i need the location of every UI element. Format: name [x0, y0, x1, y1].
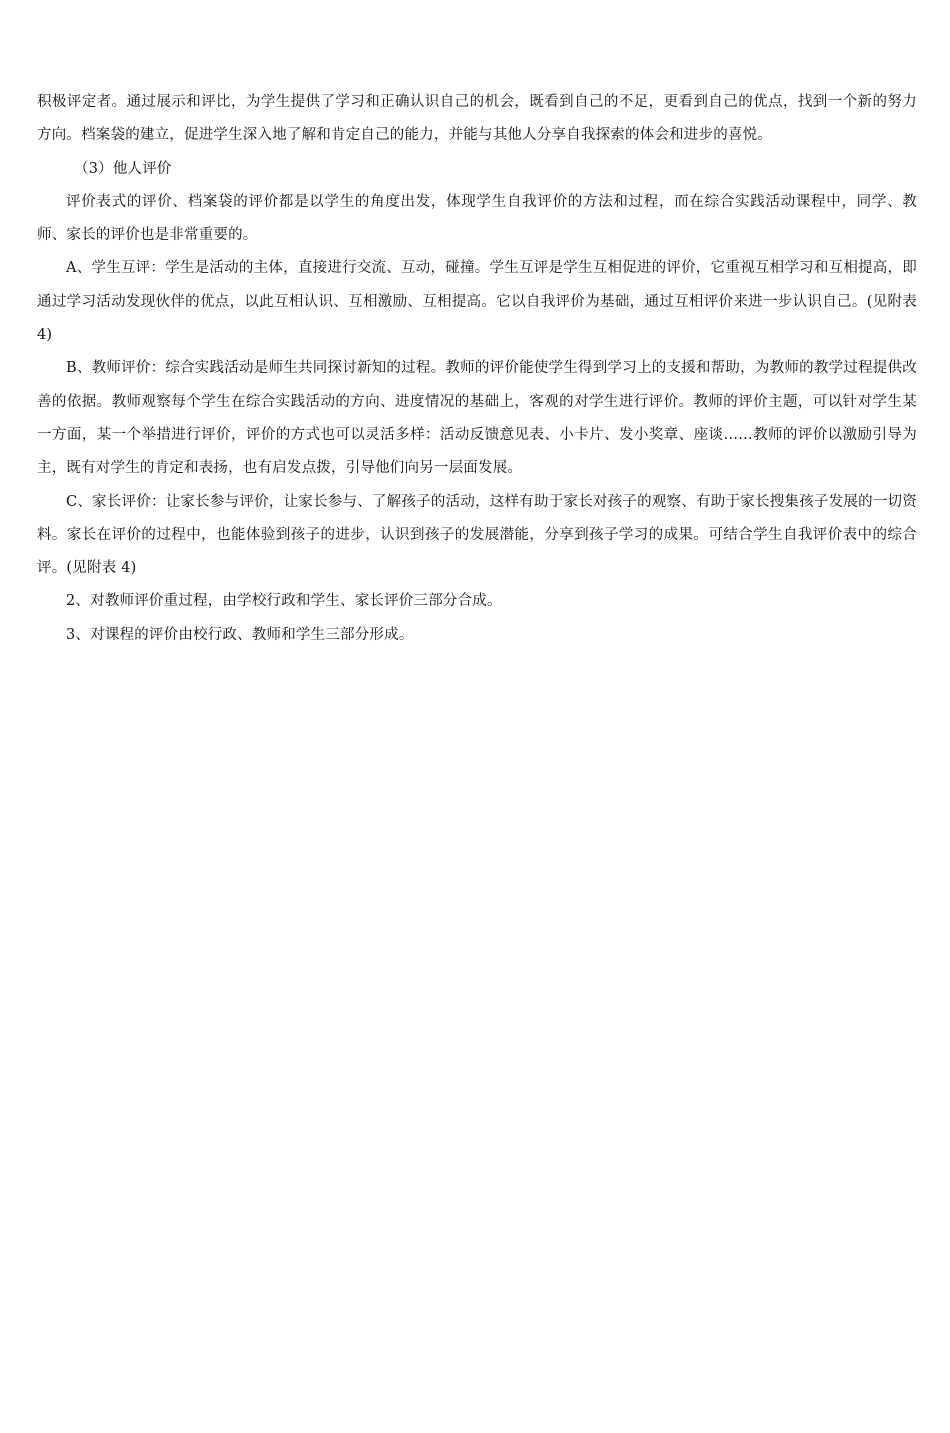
paragraph-teacher-evaluation: B、教师评价：综合实践活动是师生共同探讨新知的过程。教师的评价能使学生得到学习上的支援和帮助，为教师的教学过程提供改善的依据。教师观察每个学生在综合实践活动的方向、进度情况的基础上，客观的对学生进行评价。教师的评价主题，可以针对学生某一方面，某一个举措进行评价，评价的方式也可以灵活多样：活动反馈意见表、小卡片、发小奖章、座谈……教师的评价以激励引导为主，既有对学生的肯定和表扬，也有启发点拨，引导他们向另一层面发展。 — [37, 360, 917, 477]
paragraph-peer-evaluation: A、学生互评：学生是活动的主体，直接进行交流、互动，碰撞。学生互评是学生互相促进的评价，它重视互相学习和互相提高，即通过学习活动发现伙伴的优点，以此互相认识、互相激励、互相提高。它以自我评价为基础，通过互相评价来进一步认识自己。(见附表 4) — [37, 260, 917, 344]
section-heading-others-evaluation: （3）他人评价 — [74, 160, 172, 177]
document-body — [37, 86, 917, 652]
paragraph-parent-evaluation: C、家长评价：让家长参与评价，让家长参与、了解孩子的活动，这样有助于家长对孩子的观察、有助于家长搜集孩子发展的一切资料。家长在评价的过程中，也能体验到孩子的进步，认识到孩子的发展潜能，分享到孩子学习的成果。可结合学生自我评价表中的综合评。(见附表 4) — [37, 493, 917, 577]
paragraph-course-assessment: 3、对课程的评价由校行政、教师和学生三部分形成。 — [66, 626, 414, 643]
paragraph-teacher-assessment: 2、对教师评价重过程，由学校行政和学生、家长评价三部分合成。 — [66, 593, 502, 610]
paragraph-others-evaluation-intro: 评价表式的评价、档案袋的评价都是以学生的角度出发，体现学生自我评价的方法和过程，而在综合实践活动课程中，同学、教师、家长的评价也是非常重要的。 — [37, 193, 917, 244]
paragraph-self-evaluation-continued: 积极评定者。通过展示和评比，为学生提供了学习和正确认识自己的机会，既看到自己的不足，更看到自己的优点，找到一个新的努力方向。档案袋的建立，促进学生深入地了解和肯定自己的能力，并能与其他人分享自我探索的体会和进步的喜悦。 — [37, 94, 917, 144]
